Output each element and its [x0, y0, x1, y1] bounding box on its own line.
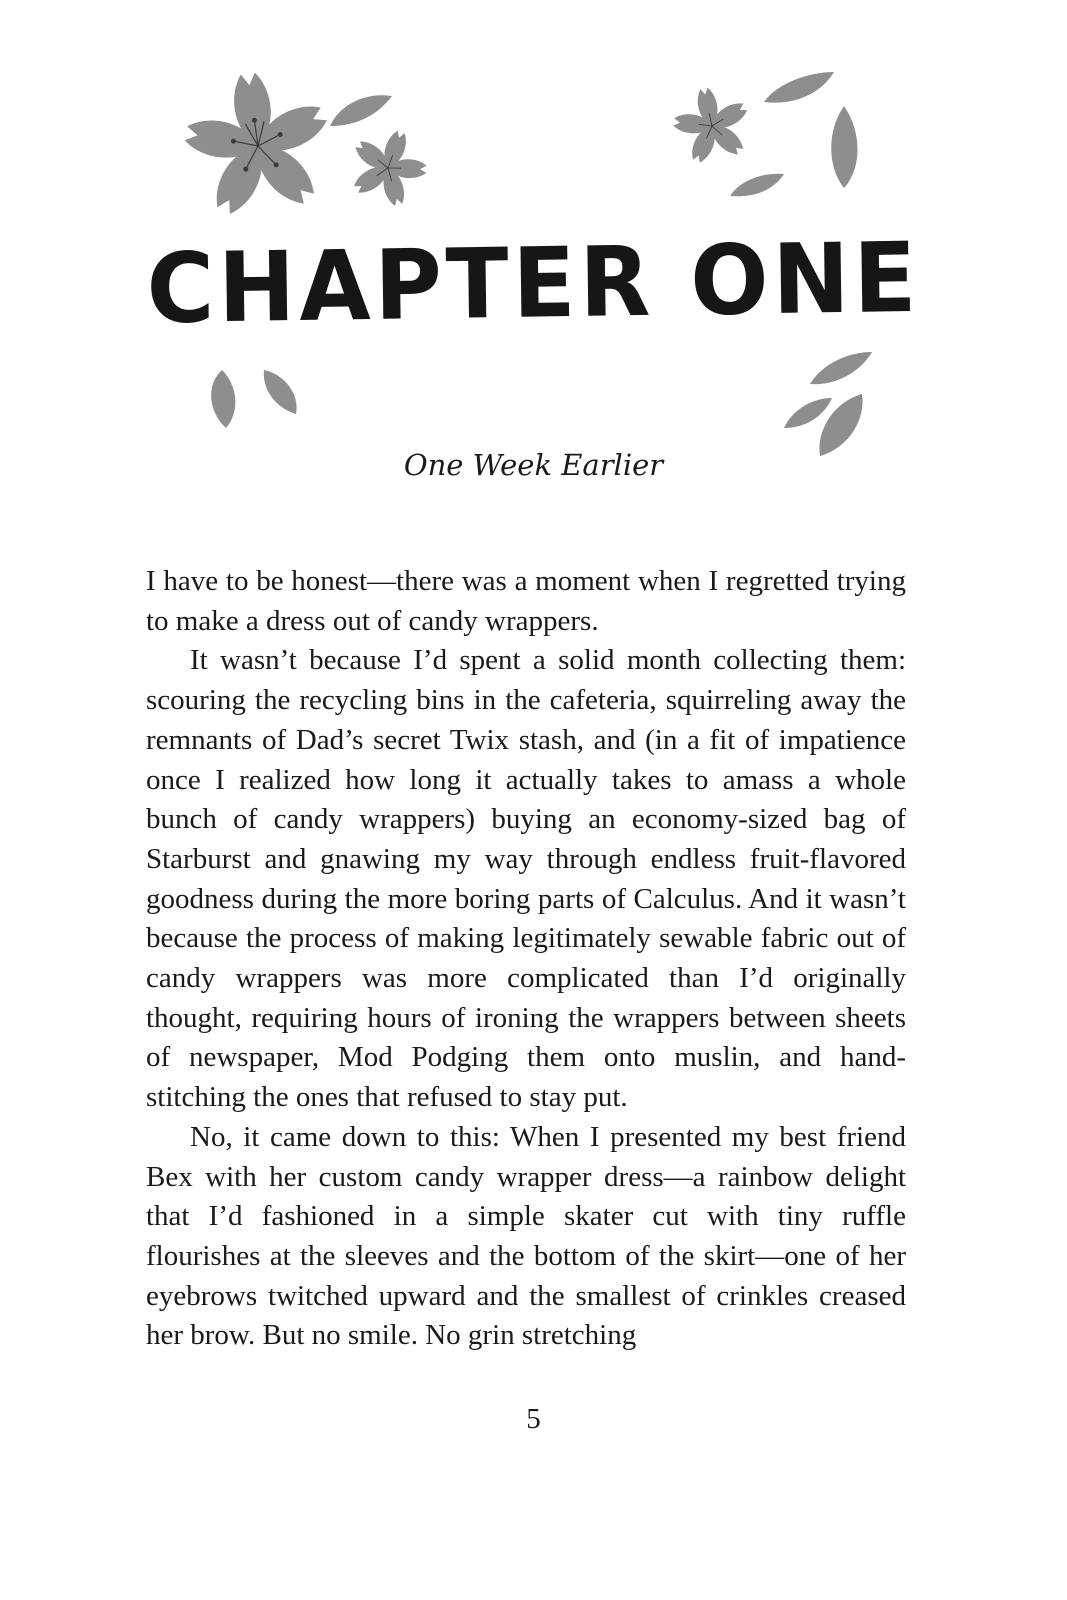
paragraph: I have to be honest—there was a moment when I regretted trying to make a dress out of candy wrappers.: [146, 565, 906, 637]
blossom-icon: [338, 118, 438, 216]
petal-icon: [330, 95, 392, 126]
paragraph: It wasn’t because I’d spent a solid month collecting them: scouring the recycling bins in the cafeteria, squirreling away the remnants of Dad’s secret Twix stash, and (in a fit of impatience once I realized how long it actually takes to amass a whole bunch of candy wrappers) buying an economy-sized bag of Starburst and gnawing my way through endless fruit-flavored goodness during the more boring parts of Calculus. And it wasn’t because the process of making legitimately sewable fabric out of candy wrappers was more complicated than I’d originally thought, requiring hours of ironing the wrappers between sheets of newspaper, Mod Podging them onto muslin, and hand-stitching the ones that refused to stay put.: [146, 644, 906, 1114]
page-number: 5: [526, 1403, 541, 1435]
petal-icon: [211, 370, 296, 428]
petal-icon: [730, 72, 858, 196]
body-text: [146, 562, 906, 1356]
chapter-title: CHAPTER ONE: [145, 221, 922, 346]
petal-icon: [784, 352, 872, 456]
paragraph: No, it came down to this: When I presented my best friend Bex with her custom candy wrapper dress—a rainbow delight that I’d fashioned in a simple skater cut with tiny ruffle flourishes at the sleeves and the bottom of the skirt—one of her eyebrows twitched upward and the smallest of crinkles creased her brow. But no smile. No grin stretching: [146, 1120, 906, 1352]
blossom-icon: [173, 63, 342, 225]
blossom-icon: [665, 80, 758, 170]
chapter-subtitle: One Week Earlier: [403, 448, 664, 482]
